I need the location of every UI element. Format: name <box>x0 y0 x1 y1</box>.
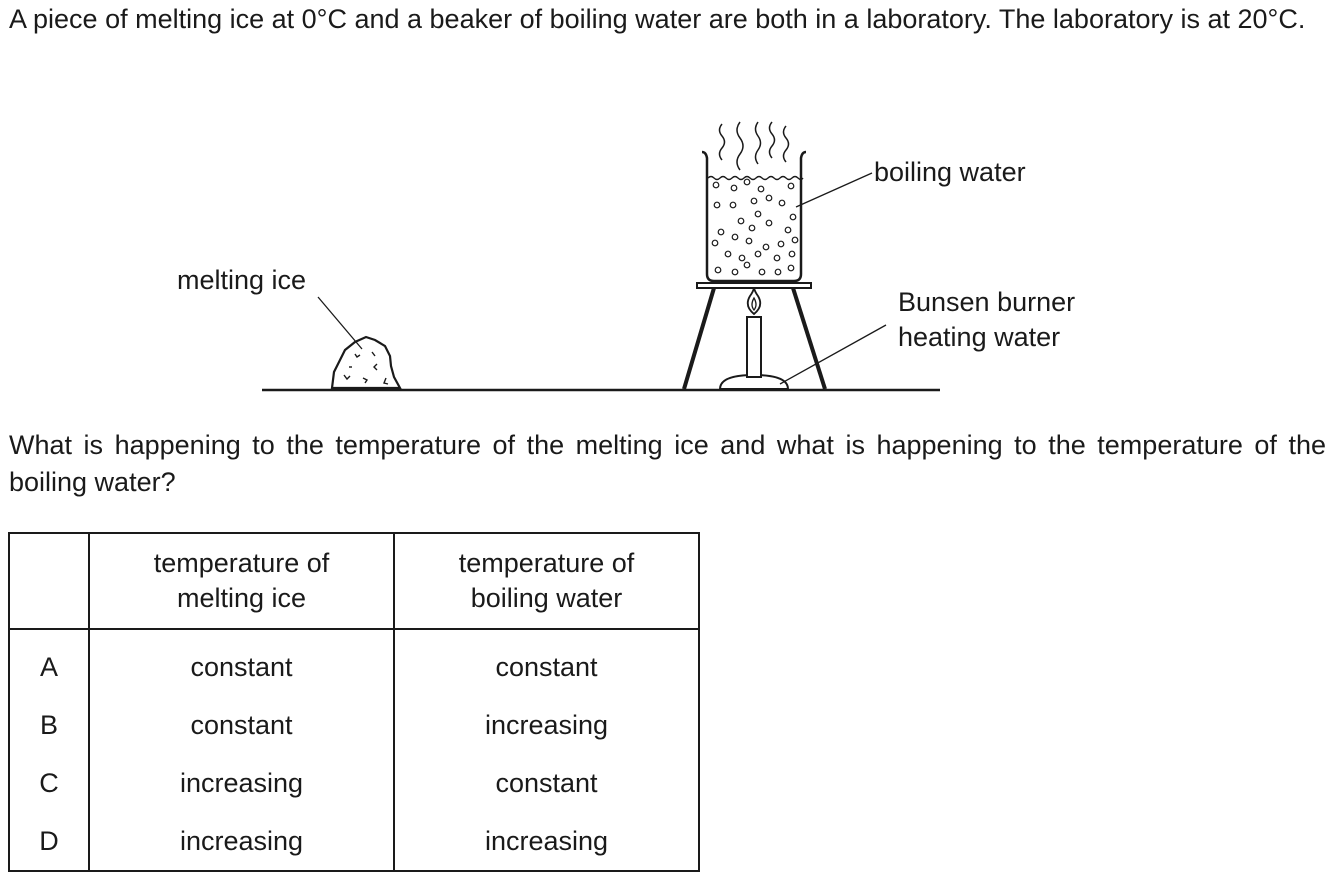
water-cell: constant <box>495 767 598 798</box>
option-letter: A <box>9 629 89 696</box>
header-blank <box>9 533 89 629</box>
option-letter: D <box>9 812 89 871</box>
ice-cell: increasing <box>89 812 394 871</box>
ice-cell: constant <box>89 629 394 696</box>
water-cell: constant <box>495 651 598 682</box>
option-letter: C <box>9 754 89 812</box>
header-ice-temperature <box>89 533 394 629</box>
table-row <box>9 696 699 754</box>
header-ice-line2: melting ice <box>176 583 307 613</box>
table-row <box>9 629 699 696</box>
option-letter: B <box>9 696 89 754</box>
water-cell: increasing <box>484 825 609 856</box>
water-cell: increasing <box>484 709 609 740</box>
bunsen-burner-label-line1: Bunsen burner <box>898 287 1076 317</box>
melting-ice-drawing <box>332 337 400 388</box>
melting-ice-label: melting ice <box>177 265 307 295</box>
header-water-line1: temperature of <box>458 548 635 578</box>
ice-leader-line <box>318 297 362 349</box>
table-row <box>9 812 699 871</box>
table-row <box>9 754 699 812</box>
header-ice-line1: temperature of <box>153 548 330 578</box>
table-header-row <box>9 533 699 629</box>
intro-text: A piece of melting ice at 0°C and a beaker of boiling water are both in a laboratory. The laboratory is at 20°C. <box>9 4 1306 34</box>
ice-cell: increasing <box>89 754 394 812</box>
burner-leader-line <box>780 325 886 384</box>
lab-diagram <box>0 0 1332 420</box>
boiling-leader-line <box>796 173 872 207</box>
header-water-temperature <box>394 533 699 629</box>
answer-table <box>8 532 700 872</box>
steam-drawing <box>720 122 789 170</box>
ice-cell: constant <box>89 696 394 754</box>
question-text: What is happening to the temperature of the melting ice and what is happening to the temperature of the boiling water? <box>9 430 1326 497</box>
bubbles-drawing <box>712 179 798 275</box>
bunsen-burner-drawing <box>720 288 788 389</box>
header-water-line2: boiling water <box>470 583 623 613</box>
boiling-water-label: boiling water <box>874 157 1026 187</box>
bunsen-burner-label-line2: heating water <box>898 322 1061 352</box>
